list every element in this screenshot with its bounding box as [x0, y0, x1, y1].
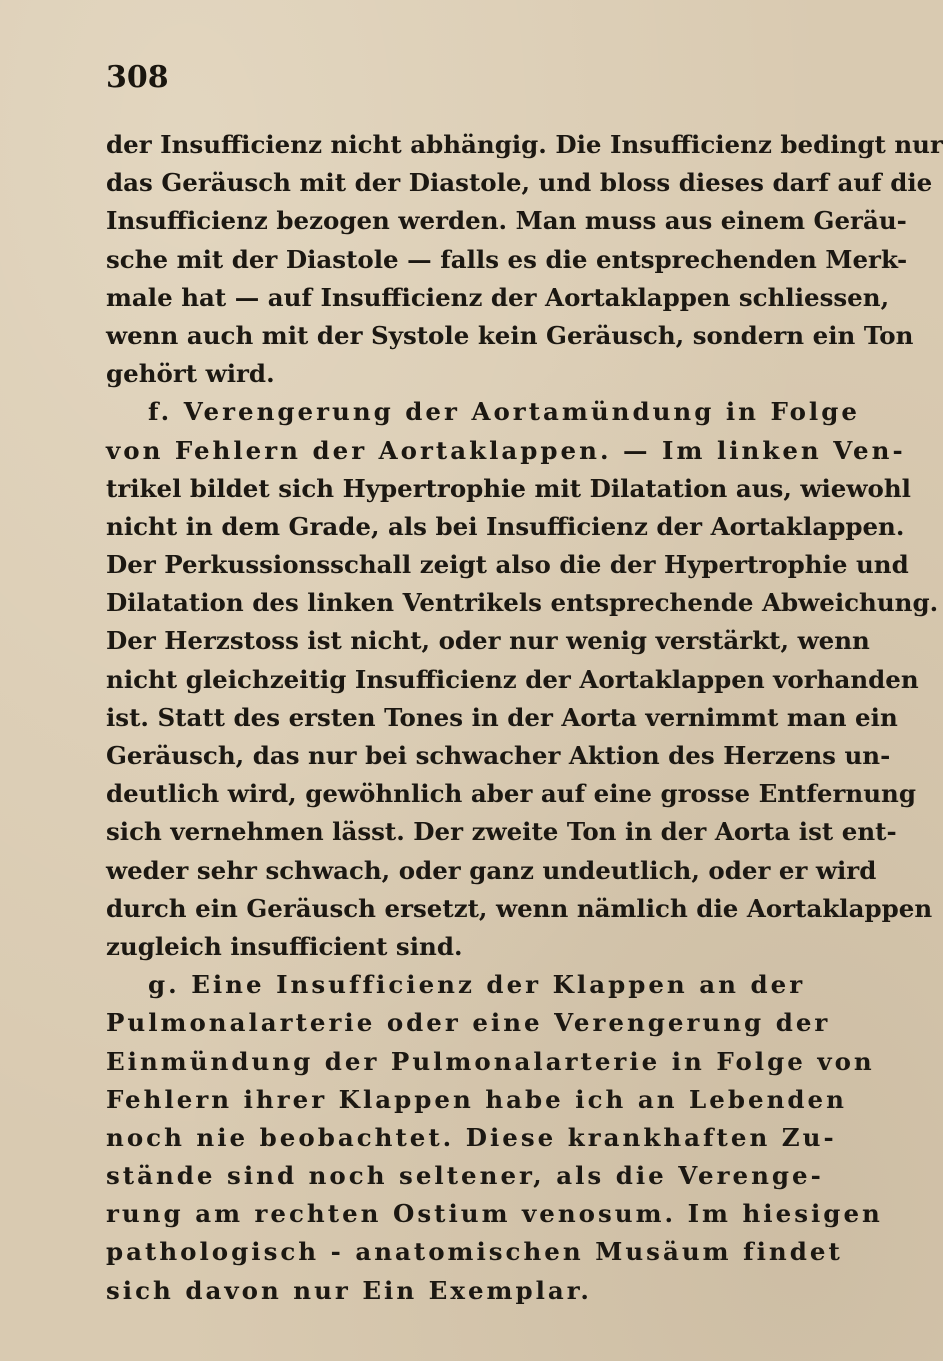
- text-line: male hat — auf Insufficienz der Aortaklappen schliessen,: [106, 282, 890, 312]
- text-line: das Geräusch mit der Diastole, und bloss dieses darf auf die: [106, 168, 933, 198]
- text-line: sche mit der Diastole — falls es die entsprechenden Merk-: [106, 244, 908, 274]
- text-line: nicht gleichzeitig Insufficienz der Aortaklappen vorhanden: [106, 664, 919, 694]
- text-line: noch nie beobachtet. Diese krankhaften Zu-: [106, 1122, 837, 1152]
- section-heading-f: f. Verengerung der Aortamündung in Folge: [148, 397, 860, 427]
- text-line: Der Perkussionsschall zeigt also die der Hypertrophie und: [106, 550, 909, 580]
- text-line: wenn auch mit der Systole kein Geräusch, sondern ein Ton: [106, 320, 914, 350]
- text-line: nicht in dem Grade, als bei Insufficienz der Aortaklappen.: [106, 511, 905, 541]
- page-number: 308: [106, 60, 169, 95]
- text-line: pathologisch - anatomischen Musäum findet: [106, 1237, 843, 1267]
- text-line: Dilatation des linken Ventrikels entsprechende Abweichung.: [106, 588, 939, 618]
- text-line: trikel bildet sich Hypertrophie mit Dilatation aus, wiewohl: [106, 473, 911, 503]
- text-line: Der Herzstoss ist nicht, oder nur wenig verstärkt, wenn: [106, 626, 870, 656]
- text-line: Fehlern ihrer Klappen habe ich an Lebenden: [106, 1084, 847, 1114]
- text-line: sich vernehmen lässt. Der zweite Ton in der Aorta ist ent-: [106, 817, 897, 847]
- section-heading-g: g. Eine Insufficienz der Klappen an der: [148, 970, 806, 1000]
- text-line: von Fehlern der Aortaklappen. — Im linken Ven-: [106, 435, 906, 465]
- text-line: Insufficienz bezogen werden. Man muss aus einem Geräu-: [106, 206, 907, 236]
- text-line: deutlich wird, gewöhnlich aber auf eine grosse Entfernung: [106, 779, 916, 809]
- text-line: ist. Statt des ersten Tones in der Aorta vernimmt man ein: [106, 702, 898, 732]
- text-line: der Insufficienz nicht abhängig. Die Insufficienz bedingt nur: [106, 130, 943, 159]
- text-line: sich davon nur Ein Exemplar.: [106, 1275, 592, 1305]
- text-line: weder sehr schwach, oder ganz undeutlich, oder er wird: [106, 855, 877, 885]
- text-line: Pulmonalarterie oder eine Verengerung der: [106, 1008, 831, 1038]
- text-line: Geräusch, das nur bei schwacher Aktion des Herzens un-: [106, 741, 891, 770]
- text-line: Einmündung der Pulmonalarterie in Folge von: [106, 1046, 875, 1076]
- body-text: [106, 126, 943, 1310]
- text-line: durch ein Geräusch ersetzt, wenn nämlich die Aortaklappen: [106, 893, 933, 923]
- text-line: zugleich insufficient sind.: [106, 931, 463, 961]
- text-line: gehört wird.: [106, 359, 275, 389]
- text-line: rung am rechten Ostium venosum. Im hiesigen: [106, 1199, 883, 1229]
- text-line: stände sind noch seltener, als die Verenge-: [106, 1161, 824, 1191]
